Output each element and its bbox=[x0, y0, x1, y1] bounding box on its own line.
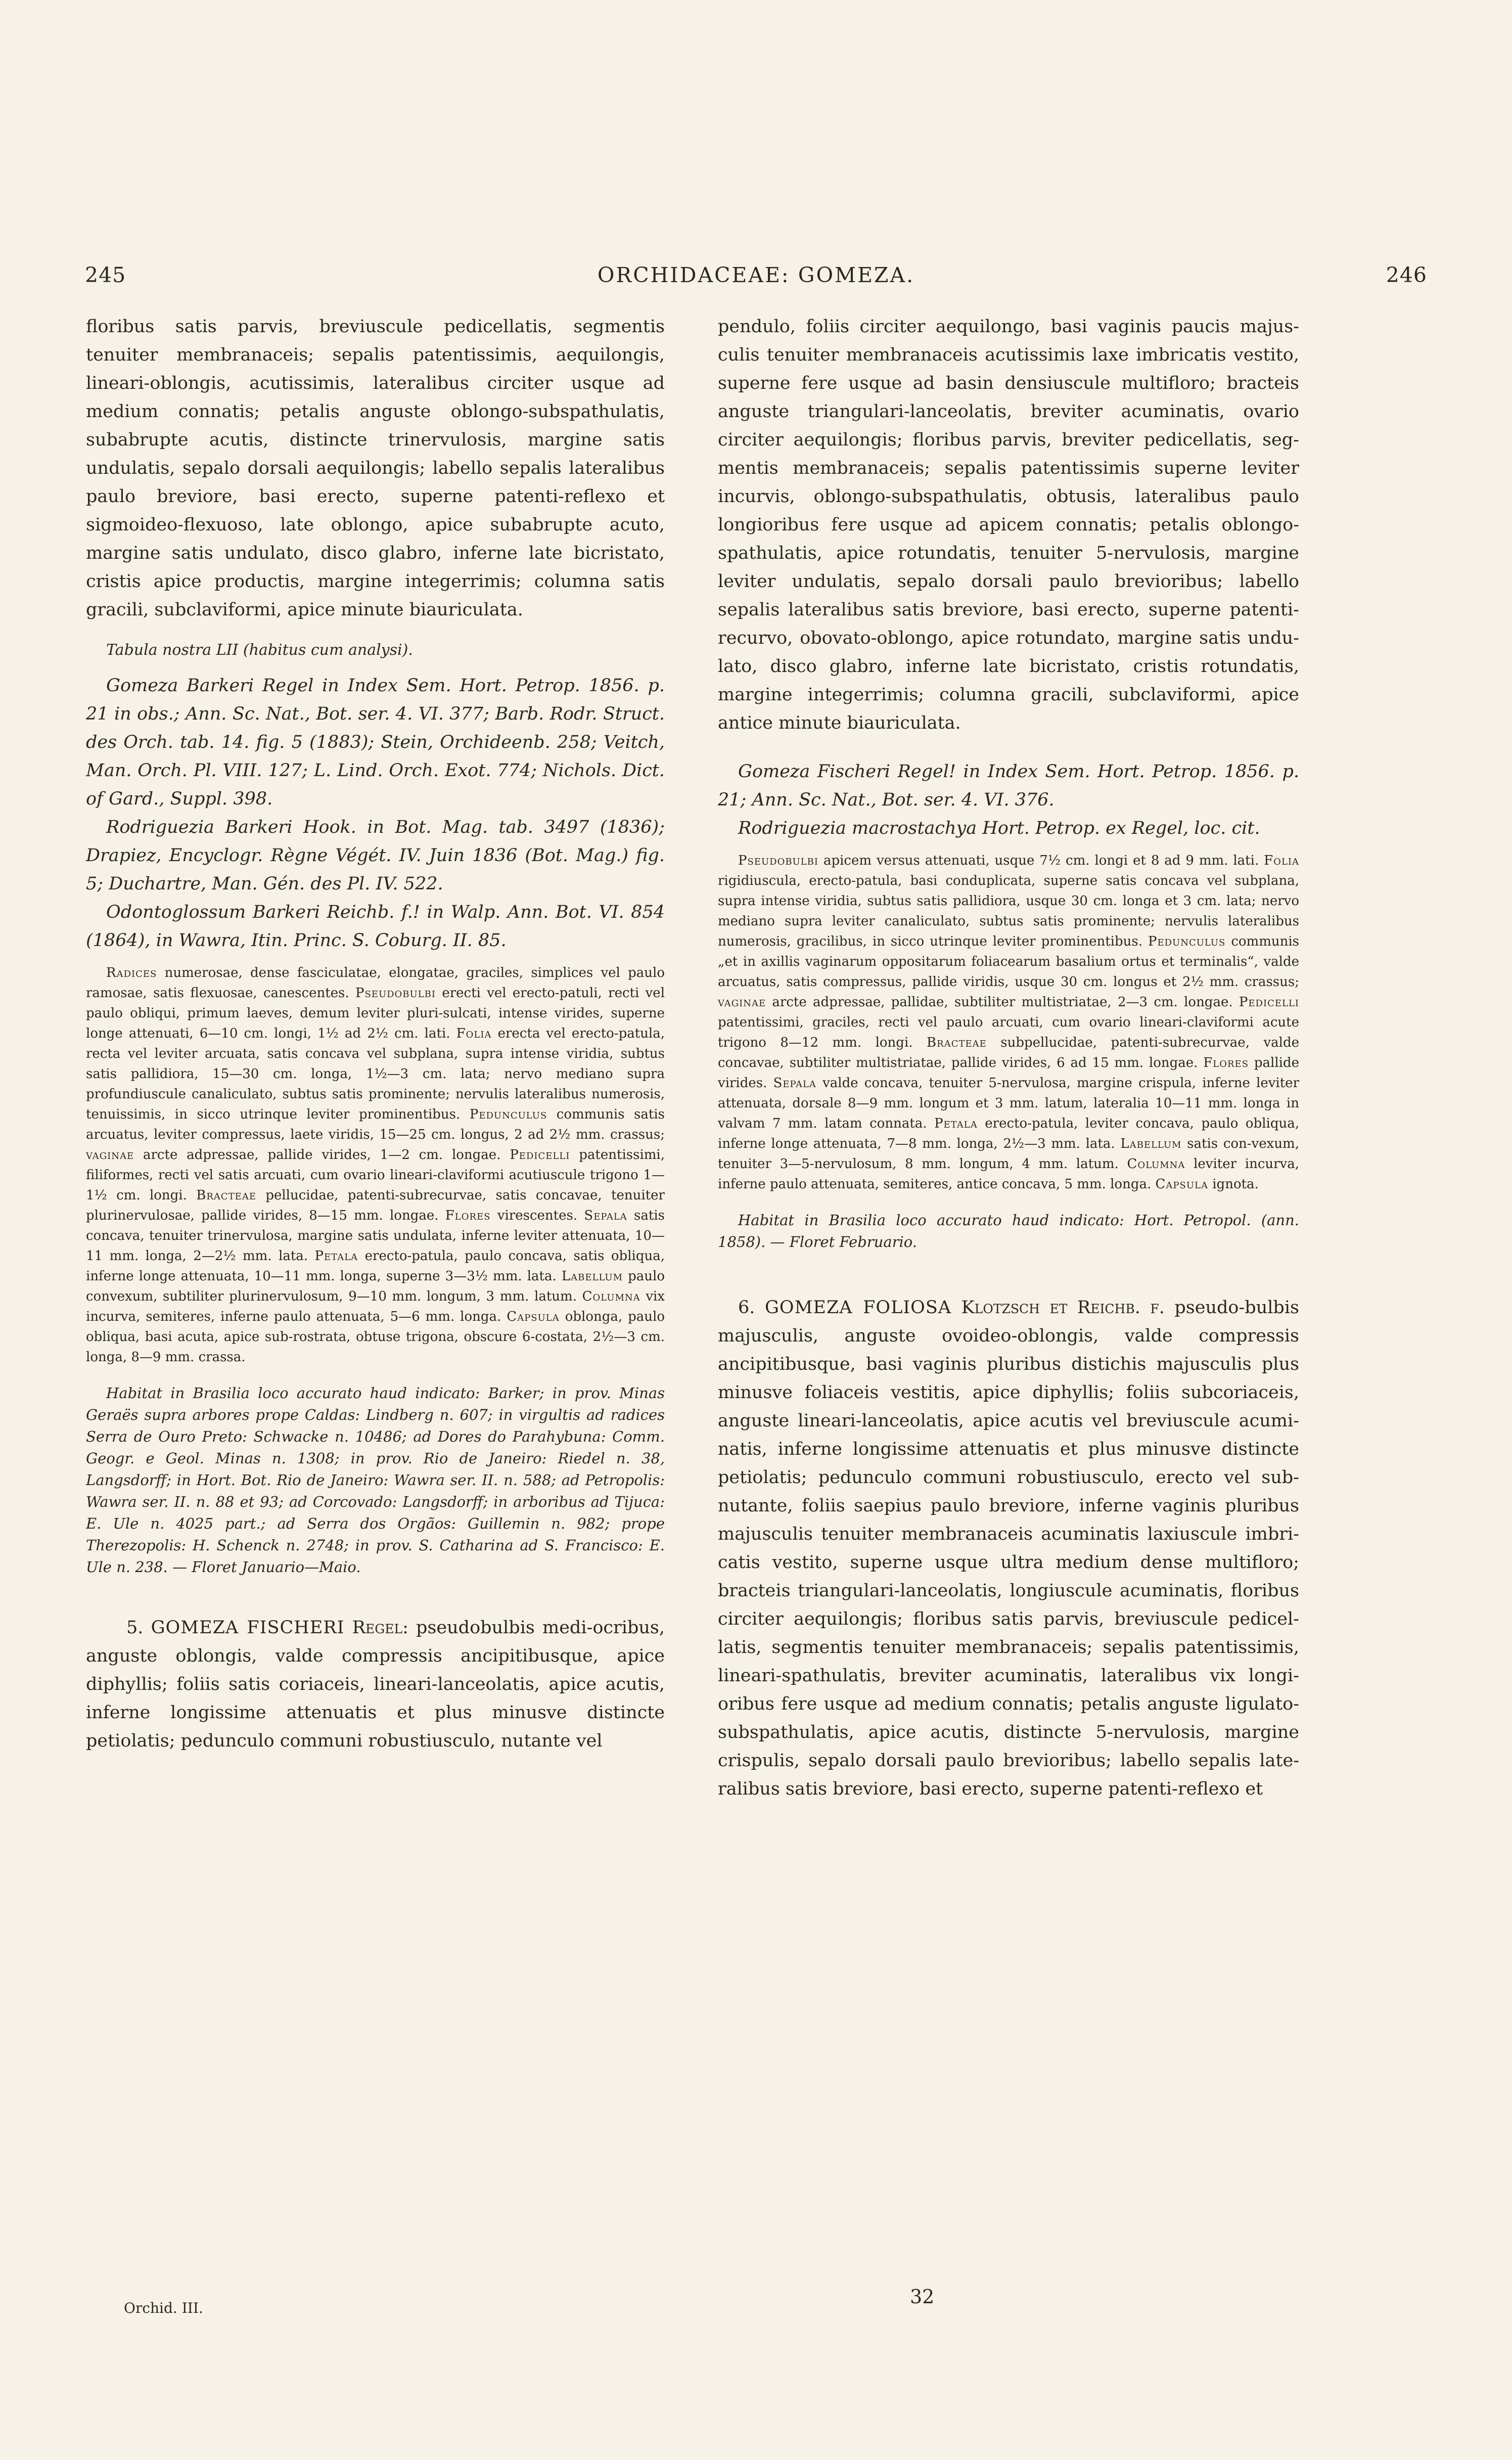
organ-term: vaginae bbox=[86, 1147, 134, 1162]
species-name: GOMEZA FOLIOSA bbox=[764, 1298, 952, 1318]
detailed-description bbox=[86, 963, 665, 1367]
organ-description: satis con-vexum, tenuiter 3—5-nervulosum, 8 mm. longum, 4 mm. latum. bbox=[718, 1136, 1299, 1172]
organ-term: Folia bbox=[456, 1026, 492, 1041]
species-diagnosis: : pseudobulbis medi-ocribus, anguste oblongis, valde compressis ancipitibusque, apice diphyllis; foliis satis coriaceis, lineari-lanceolatis, apice acutis, inferne longissime attenuatis et plus minusve distincte petiolatis; pedunculo communi robustiusculo, nutante vel bbox=[86, 1618, 665, 1751]
organ-term: Pedunculus bbox=[469, 1107, 547, 1122]
habitat-paragraph: Habitat in Brasilia loco accurato haud indicato: Hort. Petropol. (ann. 1858). — Floret Februario. bbox=[718, 1212, 1299, 1250]
sheet-number: 32 bbox=[910, 2286, 935, 2308]
habitat-paragraph: Habitat in Brasilia loco accurato haud indicato: Barker; in prov. Minas Geraës supra arbores prope Caldas: Lindberg n. 607; in virgultis ad radices Serra de Ouro Preto: Schwacke n. 10486; ad Dores do Parahybuna: Comm. Geogr. e Geol. Minas n. 1308; in prov. Rio de Janeiro: Riedel n. 38, Langsdorff; in Hort. Bot. Rio de Janeiro: Wawra ser. II. n. 588; ad Petropolis: Wawra ser. II. n. 88 et 93; ad Corcovado: Langsdorff; in arboribus ad Tijuca: E. Ule n. 4025 part.; ad Serra dos Orgãos: Guillemin n. 982; prope Therezopolis: H. Schenck n. 2748; in prov. S. Catharina ad S. Francisco: E. Ule n. 238. — Floret Januario—Maio. bbox=[86, 1384, 665, 1576]
organ-term: Capsula bbox=[1155, 1177, 1208, 1192]
organ-description: satis concava, tenuiter trinervulosa, margine satis undulata, inferne leviter attenuata, 10—11 mm. longa, 2—2½ mm. lata. bbox=[86, 1208, 665, 1264]
description-continued: floribus satis parvis, breviuscule pedicellatis, segmentis tenuiter membranaceis; sepalis patentissimis, aequilongis, lineari-oblongis, acutissimis, lateralibus circiter usque ad medium connatis; petalis anguste oblongo-subspathulatis, subabrupte acutis, distincte trinervulosis, margine satis undulatis, sepalo dorsali aequilongis; labello sepalis lateralibus paulo breviore, basi erecto, superne patenti-reflexo et sigmoideo-flexuoso, late oblongo, apice subabrupte acuto, margine satis undulato, disco glabro, inferne late bicristato, cristis apice productis, margine integerrimis; columna satis gracili, subclaviformi, apice minute biauriculata. bbox=[86, 317, 665, 620]
organ-description: arcte adpressae, pallidae, subtiliter multistriatae, 2—3 cm. longae. bbox=[766, 995, 1239, 1010]
page-number-right: 246 bbox=[1386, 263, 1427, 287]
organ-description: oblonga, paulo obliqua, basi acuta, apice sub-rostrata, obtuse trigona, obscure 6-costata, 2½—3 cm. longa, 8—9 mm. crassa. bbox=[86, 1309, 665, 1365]
organ-description: erecto-patula, paulo concava, satis obliqua, inferne longe attenuata, 10—11 mm. longa, superne 3—3½ mm. lata. bbox=[86, 1248, 665, 1284]
organ-term: Pseudobulbi bbox=[355, 986, 436, 1001]
organ-description: patentissimi, filiformes, recti vel satis arcuati, cum ovario lineari-claviformi acutiuscule trigono 1—1½ cm. longi. bbox=[86, 1147, 665, 1203]
species-6-paragraph bbox=[718, 1293, 1299, 1803]
species-diagnosis: pseudo-bulbis majusculis, anguste ovoideo-oblongis, valde compressis ancipitibusque, basi vaginis pluribus distichis majusculis plus minusve foliaceis vestitis, apice diphyllis; foliis subcoriaceis, anguste lineari-lanceolatis, apice acutis vel breviuscule acumi-natis, inferne longissime attenuatis et plus minusve distincte petiolatis; pedunculo communi robustiusculo, erecto vel sub-nutante, foliis saepius paulo breviore, inferne vaginis pluribus majusculis tenuiter membranaceis acuminatis laxiuscule imbri-catis vestito, superne usque ultra medium dense multifloro; bracteis triangulari-lanceolatis, longiuscule acuminatis, floribus circiter aequilongis; floribus satis parvis, breviuscule pedicel-latis, segmentis tenuiter membranaceis; sepalis patentissimis, lineari-spathulatis, breviter acuminatis, lateralibus vix longi-oribus fere usque ad medium connatis; petalis anguste ligulato-subspathulatis, apice acutis, distincte 5-nervulosis, margine crispulis, sepalo dorsali paulo brevioribus; labello sepalis late-ralibus satis breviore, basi erecto, superne patenti-reflexo et bbox=[718, 1298, 1299, 1799]
synonymy-citation: Rodriguezia Barkeri Hook. in Bot. Mag. tab. 3497 (1836); Drapiez, Encyclogr. Règne Végét. IV. Juin 1836 (Bot. Mag.) fig. 5; Duchartre, Man. Gén. des Pl. IV. 522. bbox=[86, 817, 665, 894]
organ-description: apicem versus attenuati, usque 7½ cm. longi et 8 ad 9 mm. lati. bbox=[818, 853, 1264, 868]
organ-description: paulo convexum, subtiliter plurinervulosum, 9—10 mm. longum, 3 mm. latum. bbox=[86, 1269, 665, 1304]
right-column bbox=[718, 312, 1299, 1803]
organ-term: Radices bbox=[106, 965, 157, 980]
species-5-paragraph bbox=[86, 1614, 665, 1755]
organ-term: Petala bbox=[314, 1248, 358, 1264]
organ-term: Pedicelli bbox=[1239, 995, 1299, 1010]
organ-description: valde concava, tenuiter 5-nervulosa, margine crispula, inferne leviter attenuata, dorsale 8—9 mm. longum et 3 mm. latum, lateralia 10—11 mm. longa in valvam 7 mm. latam connata. bbox=[718, 1076, 1299, 1131]
organ-term: Columna bbox=[1127, 1156, 1185, 1172]
organ-description: rigidiuscula, erecto-patula, basi conduplicata, superne satis concava vel subplana, supra intense viridia, subtus satis pallidiora, usque 30 cm. longa et 3 cm. lata; nervo mediano supra leviter canaliculato, subtus satis prominente; nervulis lateralibus numerosis, gracilibus, in sicco utrinque leviter prominentibus. bbox=[718, 873, 1299, 949]
species-author: Regel bbox=[352, 1618, 403, 1638]
organ-term: Bracteae bbox=[927, 1035, 987, 1050]
synonymy-citation: Rodriguezia macrostachya Hort. Petrop. ex Regel, loc. cit. bbox=[738, 818, 1260, 838]
organ-term: Labellum bbox=[1120, 1136, 1182, 1151]
synonymy-citation: Gomeza Fischeri Regel! in Index Sem. Hort. Petrop. 1856. p. 21; Ann. Sc. Nat., Bot. ser. 4. VI. 376. bbox=[718, 762, 1299, 810]
organ-term: Columna bbox=[582, 1289, 640, 1304]
organ-description: ignota. bbox=[1208, 1177, 1259, 1192]
organ-term: Sepala bbox=[773, 1076, 816, 1091]
page-number-left: 245 bbox=[85, 263, 126, 287]
signature-mark: Orchid. III. bbox=[124, 2300, 203, 2316]
organ-term: Pseudobulbi bbox=[738, 853, 819, 868]
organ-description: pallide virides. bbox=[718, 1055, 1300, 1091]
organ-term: Sepala bbox=[584, 1208, 627, 1223]
organ-description: vix incurva, semiteres, inferne paulo attenuata, 5—6 mm. longa. bbox=[86, 1289, 665, 1324]
left-column bbox=[86, 312, 665, 1755]
organ-description: virescentes. bbox=[490, 1208, 584, 1223]
plate-reference: Tabula nostra LII (habitus cum analysi). bbox=[106, 641, 413, 659]
organ-term: Flores bbox=[1203, 1055, 1249, 1070]
organ-description: patentissimi, graciles, recti vel paulo arcuati, cum ovario lineari-claviformi acute trigono 8—12 mm. longi. bbox=[718, 1015, 1299, 1050]
species-number: 6. bbox=[738, 1298, 755, 1318]
organ-term: Pedunculus bbox=[1148, 934, 1226, 949]
organ-description: communis „et in axillis vaginarum oppositarum foliacearum basalium ortus et terminalis“, valde arcuatus, satis compressus, pallide viridis, usque 30 cm. longus et 2½ mm. crassus; bbox=[718, 934, 1299, 990]
organ-description: erecti vel erecto-patuli, recti vel paulo obliqui, primum laeves, demum leviter pluri-sulcati, intense virides, superne longe attenuati, 6—10 cm. longi, 1½ ad 2½ cm. lati. bbox=[86, 986, 665, 1041]
organ-description: erecto-patula, leviter concava, paulo obliqua, inferne longe attenuata, 7—8 mm. longa, 2½—3 mm. lata. bbox=[718, 1116, 1299, 1151]
organ-term: Pedicelli bbox=[510, 1147, 570, 1162]
organ-term: Capsula bbox=[507, 1309, 560, 1324]
species-number: 5. bbox=[126, 1618, 144, 1638]
synonymy-citation: Odontoglossum Barkeri Reichb. f.! in Walp. Ann. Bot. VI. 854 (1864), in Wawra, Itin. Princ. S. Coburg. II. 85. bbox=[86, 902, 665, 951]
organ-description: arcte adpressae, pallide virides, 1—2 cm. longae. bbox=[134, 1147, 510, 1162]
running-title: ORCHIDACEAE: GOMEZA. bbox=[597, 263, 915, 287]
detailed-description bbox=[718, 851, 1299, 1194]
organ-term: vaginae bbox=[718, 995, 766, 1010]
organ-term: Bracteae bbox=[196, 1188, 256, 1203]
organ-description: pellucidae, patenti-subrecurvae, satis concavae, tenuiter plurinervulosae, pallide virides, 8—15 mm. longae. bbox=[86, 1188, 665, 1223]
synonymy-citation: Gomeza Barkeri Regel in Index Sem. Hort. Petrop. 1856. p. 21 in obs.; Ann. Sc. Nat., Bot. ser. 4. VI. 377; Barb. Rodr. Struct. des Orch. tab. 14. fig. 5 (1883); Stein, Orchideenb. 258; Veitch, Man. Orch. Pl. VIII. 127; L. Lind. Orch. Exot. 774; Nichols. Dict. of Gard., Suppl. 398. bbox=[86, 676, 665, 809]
organ-description: numerosae, dense fasciculatae, elongatae, graciles, simplices vel paulo ramosae, satis flexuosae, canescentes. bbox=[86, 965, 665, 1001]
description-continued: pendulo, foliis circiter aequilongo, basi vaginis paucis majus-culis tenuiter membranaceis acutissimis laxe imbricatis vestito, superne fere usque ad basin densiuscule multifloro; bracteis anguste triangulari-lanceolatis, breviter acuminatis, ovario circiter aequilongis; floribus parvis, breviter pedicellatis, seg-mentis membranaceis; sepalis patentissimis superne leviter incurvis, oblongo-subspathulatis, obtusis, lateralibus paulo longioribus fere usque ad apicem connatis; petalis oblongo-spathulatis, apice rotundatis, tenuiter 5-nervulosis, margine leviter undulatis, sepalo dorsali paulo brevioribus; labello sepalis lateralibus satis breviore, basi erecto, superne patenti-recurvo, obovato-oblongo, apice rotundato, margine satis undu-lato, disco glabro, inferne late bicristato, cristis rotundatis, margine integerrimis; columna gracili, subclaviformi, apice antice minute biauriculata. bbox=[718, 317, 1299, 733]
organ-term: Petala bbox=[934, 1116, 978, 1131]
page-header bbox=[85, 263, 1427, 298]
organ-description: leviter incurva, inferne paulo attenuata, semiteres, antice concava, 5 mm. longa. bbox=[718, 1156, 1300, 1192]
organ-description: communis satis arcuatus, leviter compressus, laete viridis, 15—25 cm. longus, 2 ad 2½ mm. crassus; bbox=[86, 1107, 665, 1142]
organ-term: Folia bbox=[1264, 853, 1299, 868]
organ-term: Flores bbox=[445, 1208, 491, 1223]
organ-description: subpellucidae, patenti-subrecurvae, valde concavae, subtiliter multistriatae, pallide virides, 6 ad 15 mm. longae. bbox=[718, 1035, 1299, 1070]
species-name: GOMEZA FISCHERI bbox=[151, 1618, 345, 1638]
species-author: Klotzsch et Reichb. f. bbox=[961, 1298, 1165, 1318]
organ-term: Labellum bbox=[561, 1269, 623, 1284]
organ-description: erecta vel erecto-patula, recta vel leviter arcuata, satis concava vel subplana, supra intense viridia, subtus satis pallidiora, 15—30 cm. longa, 1½—3 cm. lata; nervo mediano supra profundiuscule canaliculato, subtus satis prominente; nervulis lateralibus numerosis, tenuissimis, in sicco utrinque leviter prominentibus. bbox=[86, 1026, 665, 1122]
